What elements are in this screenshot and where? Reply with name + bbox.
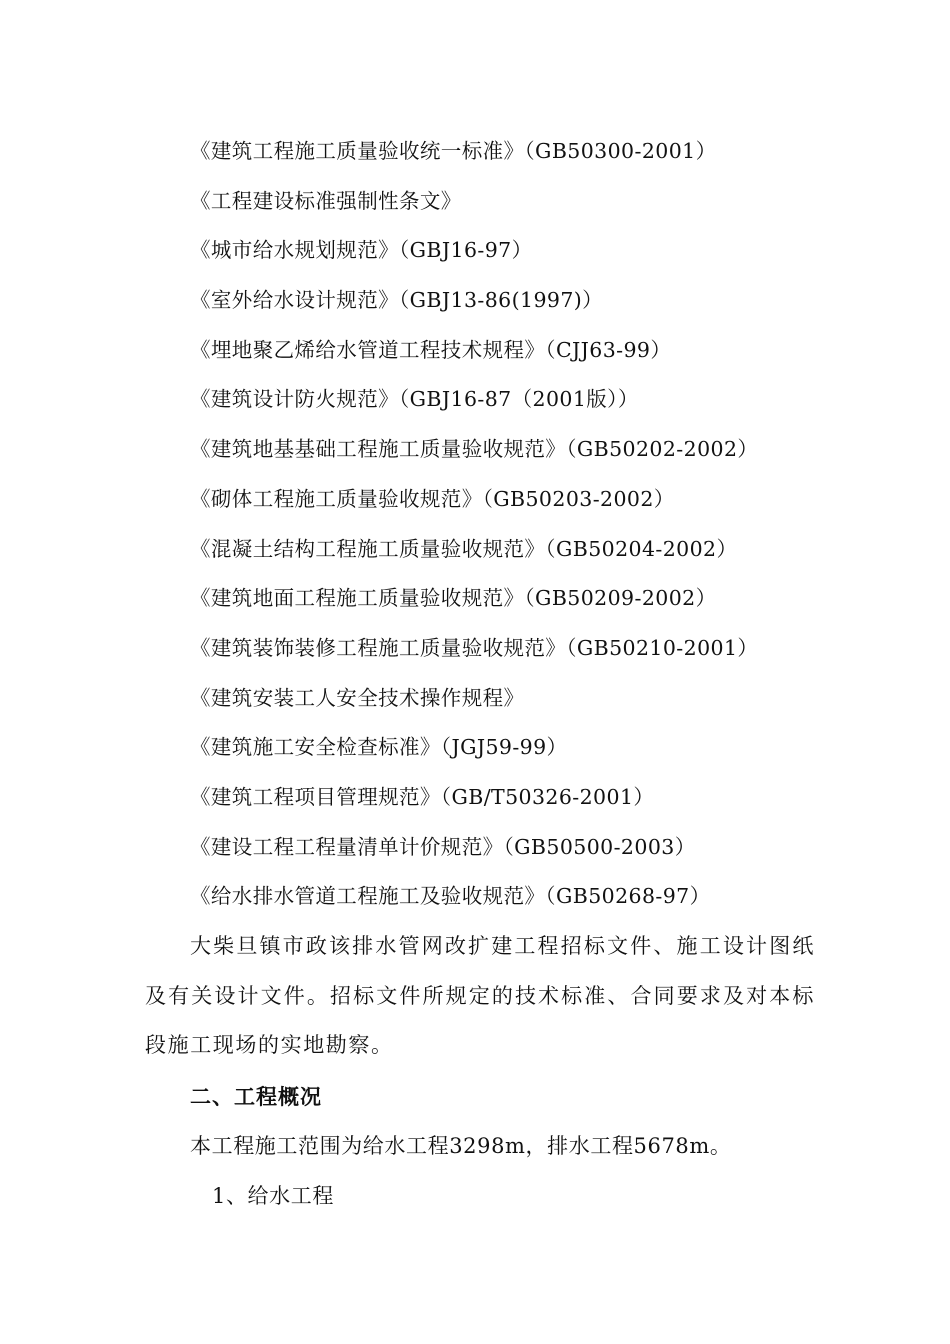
standard-item: 《建筑工程项目管理规范》（GB/T50326-2001） [190, 784, 655, 809]
standard-item: 《城市给水规划规范》（GBJ16-97） [190, 238, 533, 263]
standard-item: 《给水排水管道工程施工及验收规范》（GB50268-97） [190, 884, 711, 909]
scope-text: 本工程施工范围为给水工程3298m，排水工程5678m。 [190, 1134, 732, 1158]
standard-item: 《建筑装饰装修工程施工质量验收规范》（GB50210-2001） [190, 635, 759, 660]
standard-item: 《工程建设标准强制性条文》 [190, 188, 462, 213]
standard-item: 《建筑工程施工质量验收统一标准》（GB50300-2001） [190, 139, 717, 163]
sub-heading: 1、给水工程 [212, 1184, 334, 1208]
standard-item: 《混凝土结构工程施工质量验收规范》（GB50204-2002） [190, 536, 738, 561]
basis-paragraph: 大柴旦镇市政该排水管网改扩建工程招标文件、施工设计图纸及有关设计文件。招标文件所规定的技术标准、合同要求及对本标段施工现场的实地勘察。 [145, 934, 815, 1057]
standard-item: 《建筑施工安全检查标准》（JGJ59-99） [190, 735, 568, 760]
standard-item: 《埋地聚乙烯给水管道工程技术规程》（CJJ63-99） [190, 337, 672, 362]
standard-item: 《建筑设计防火规范》（GBJ16-87（2001版）） [190, 387, 639, 412]
standard-item: 《室外给水设计规范》（GBJ13-86(1997)） [190, 288, 604, 313]
standard-item: 《建筑地基基础工程施工质量验收规范》（GB50202-2002） [190, 437, 759, 462]
section-heading: 二、工程概况 [190, 1085, 322, 1109]
standards-list [190, 132, 758, 927]
standard-item: 《建设工程工程量清单计价规范》（GB50500-2003） [190, 834, 696, 859]
standard-item: 《建筑地面工程施工质量验收规范》（GB50209-2002） [190, 586, 717, 611]
standard-item: 《建筑安装工人安全技术操作规程》 [190, 685, 525, 710]
standard-item: 《砌体工程施工质量验收规范》（GB50203-2002） [190, 486, 675, 511]
